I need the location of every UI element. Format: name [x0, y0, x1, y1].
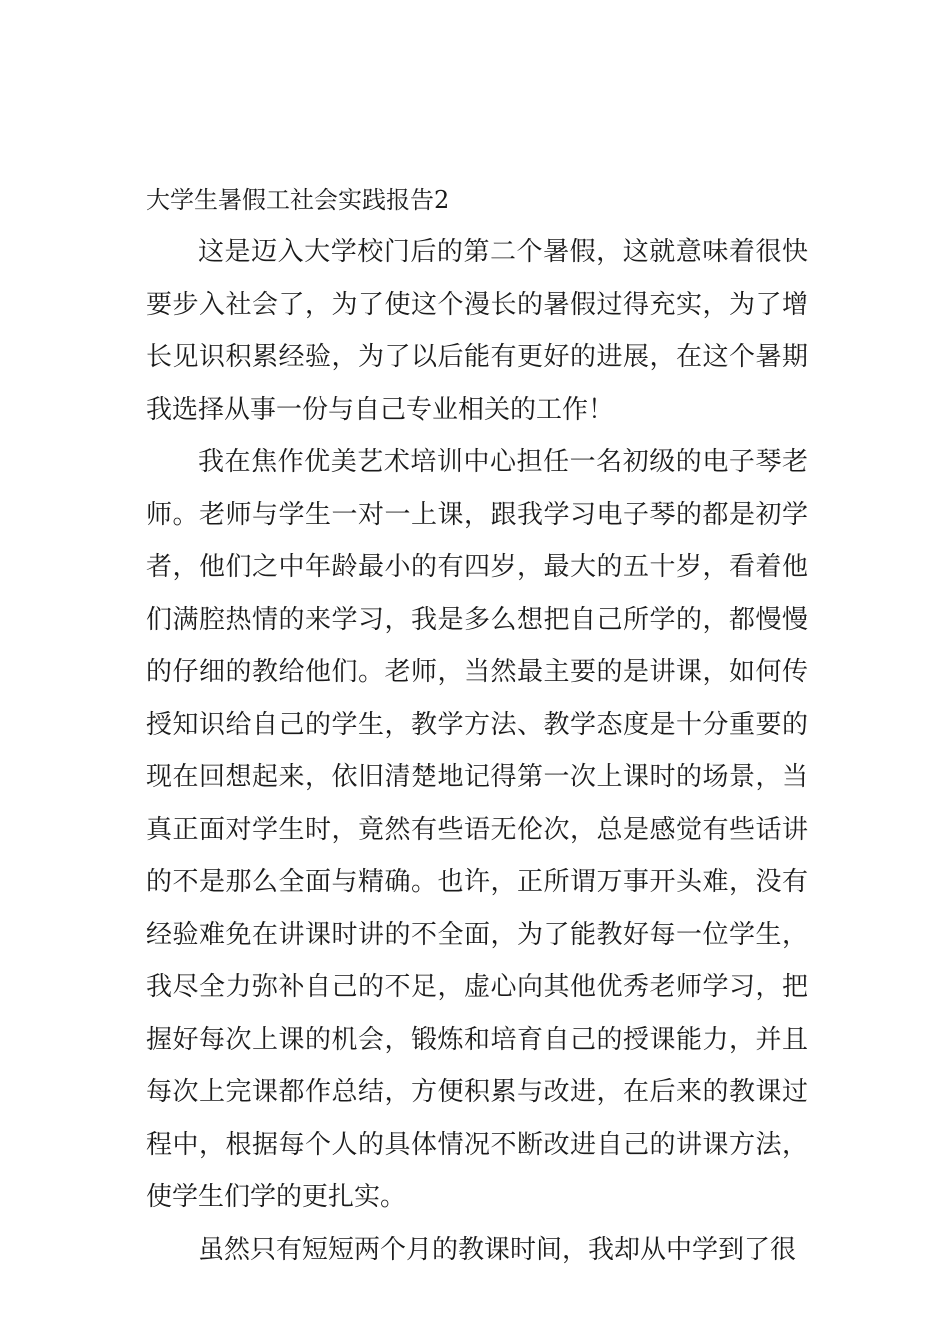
document-title: 大学生暑假工社会实践报告2 [146, 186, 450, 214]
document-body [146, 180, 808, 1276]
paragraph-1: 这是迈入大学校门后的第二个暑假，这就意味着很快要步入社会了，为了使这个漫长的暑假过得充实，为了增长见识积累经验，为了以后能有更好的进展，在这个暑期我选择从事一份与自己专业相关的工作！ [146, 237, 808, 425]
paragraph-2: 我在焦作优美艺术培训中心担任一名初级的电子琴老师。老师与学生一对一上课，跟我学习电子琴的都是初学者，他们之中年龄最小的有四岁，最大的五十岁，看着他们满腔热情的来学习，我是多么想把自己所学的，都慢慢的仔细的教给他们。老师，当然最主要的是讲课，如何传授知识给自己的学生，教学方法、教学态度是十分重要的现在回想起来，依旧清楚地记得第一次上课时的场景，当真正面对学生时，竟然有些语无伦次，总是感觉有些话讲的不是那么全面与精确。也许，正所谓万事开头难，没有经验难免在讲课时讲的不全面，为了能教好每一位学生，我尽全力弥补自己的不足，虚心向其他优秀老师学习，把握好每次上课的机会，锻炼和培育自己的授课能力，并且每次上完课都作总结，方便积累与改进，在后来的教课过程中，根据每个人的具体情况不断改进自己的讲课方法，使学生们学的更扎实。 [146, 447, 808, 1212]
paragraph-3: 虽然只有短短两个月的教课时间，我却从中学到了很 [198, 1234, 797, 1265]
